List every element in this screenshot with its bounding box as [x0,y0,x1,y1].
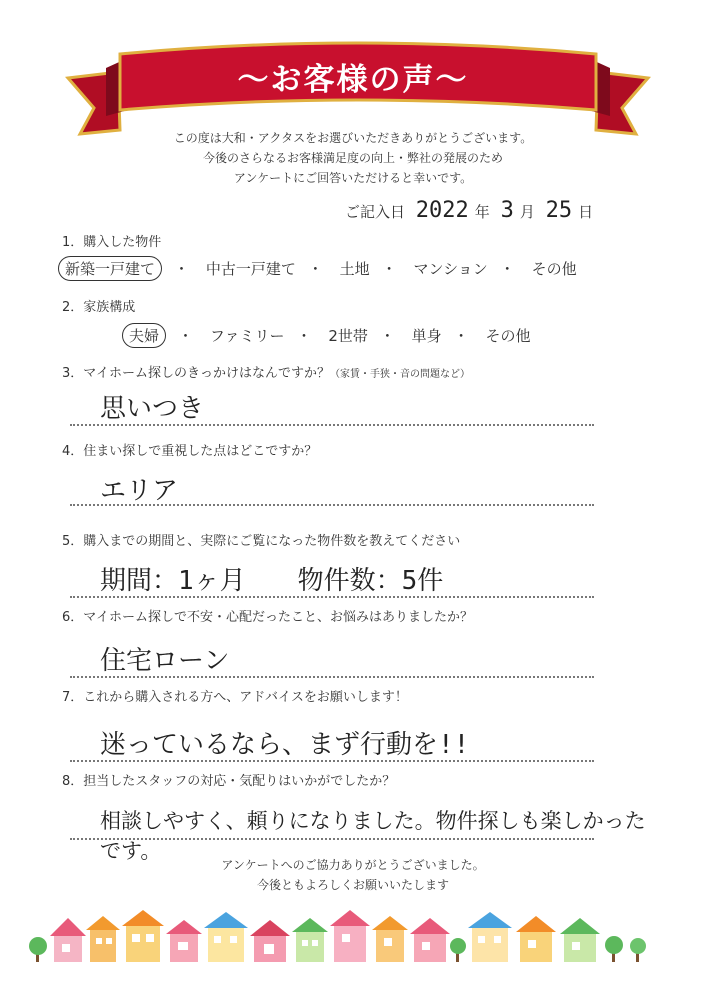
house-icon [250,920,290,962]
date-row [345,198,593,223]
house-icon [330,910,370,962]
page-title: ～お客様の声～ [237,62,469,98]
house-icon [516,916,556,962]
house-icon [86,916,120,962]
option-couple[interactable]: 夫婦 [122,323,166,348]
option-mansion[interactable]: マンション [413,260,488,278]
question-3-text: 3．マイホーム探しのきっかけはなんですか？ [62,366,331,381]
thanks-line: 今後ともよろしくお願いいたします [256,878,449,892]
house-icon [50,918,86,962]
house-icon [122,910,164,962]
question-2-label: 2．家族構成 [62,300,136,315]
answer-5: 期間：1ヶ月 物件数：5件 [100,566,444,596]
question-8-label: 8．担当したスタッフの対応・気配りはいかがでしたか？ [62,774,396,789]
answer-6: 住宅ローン [100,646,230,676]
intro-line: この度は大和・アクタスをお選びいただきありがとうございます。 [173,131,533,145]
question-7-label: 7．これから購入される方へ、アドバイスをお願いします！ [62,690,408,705]
house-icon [204,912,248,962]
tree-icon [29,937,47,962]
question-3-label [62,362,470,381]
house-icon [468,912,512,962]
answer-line [70,596,594,598]
question-5-label: 5．購入までの期間と、実際にご覧になった物件数を教えてください [62,534,461,549]
date-year-unit: 年 [474,203,490,221]
date-label: ご記入日 [345,203,406,221]
house-icon [372,916,408,962]
intro-line: 今後のさらなるお客様満足度の向上・弊社の発展のため [202,151,503,165]
intro-text [0,128,706,188]
option-land[interactable]: 土地 [339,260,370,278]
house-icon [166,920,202,962]
question-1-options: 新築一戸建て ・ 中古一戸建て ・ 土地 ・ マンション ・ その他 [64,256,577,281]
date-day: 25 [545,198,573,223]
tree-icon [605,936,623,962]
answer-4: エリア [100,476,179,506]
house-icon [560,918,600,962]
intro-line: アンケートにご回答いただけると幸いです。 [233,171,473,185]
houses-illustration [28,908,678,963]
answer-line [70,504,594,506]
thanks-line: アンケートへのご協力ありがとうございました。 [221,858,485,872]
date-year: 2022 [415,198,469,223]
date-month: 3 [500,198,514,223]
question-3-note: （家賃・手狭・音の問題など） [330,369,471,380]
answer-line [70,424,594,426]
answer-8: 相談しやすく、頼りになりました。物件探しも楽しかったです。 [100,809,646,863]
question-4-label: 4．住まい探しで重視した点はどこですか？ [62,444,318,459]
option-other[interactable]: その他 [485,327,531,345]
thanks-text [0,855,706,895]
date-day-unit: 日 [578,203,594,221]
question-1-label: 1．購入した物件 [62,235,162,250]
answer-line [70,760,594,762]
house-icon [410,918,450,962]
option-single[interactable]: 単身 [411,327,442,345]
answer-line [70,676,594,678]
answer-line [70,838,594,840]
option-new-house[interactable]: 新築一戸建て [58,256,162,281]
question-6-label: 6．マイホーム探しで不安・心配だったこと、お悩みはありましたか？ [62,610,474,625]
date-month-unit: 月 [519,203,535,221]
question-2-options: 夫婦 ・ ファミリー ・ 2世帯 ・ 単身 ・ その他 [128,323,530,348]
answer-3: 思いつき [100,394,205,424]
option-family[interactable]: ファミリー [209,327,285,345]
tree-icon [630,938,646,962]
tree-icon [450,938,466,962]
option-two-generation[interactable]: 2世帯 [328,327,368,345]
house-icon [292,918,328,962]
answer-7: 迷っているなら、まず行動を!! [100,730,470,760]
option-used-house[interactable]: 中古一戸建て [205,260,296,278]
option-other[interactable]: その他 [531,260,577,278]
